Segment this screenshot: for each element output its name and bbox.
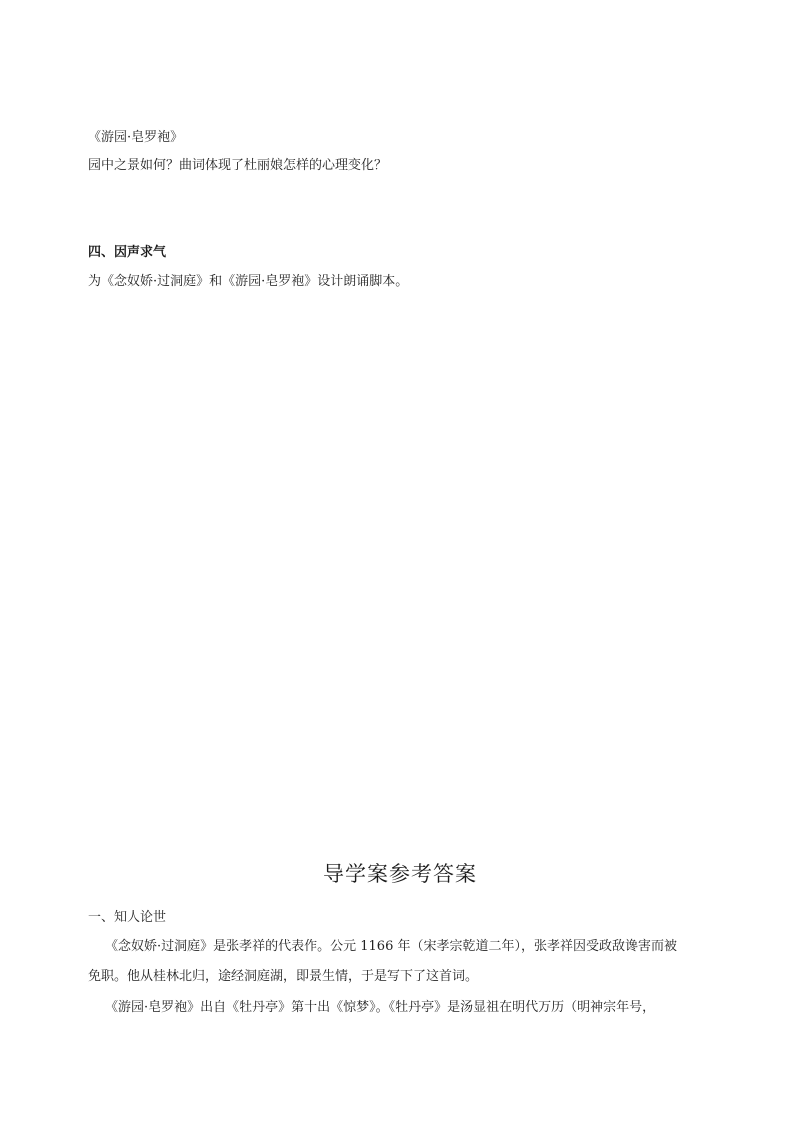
part1-heading: 一、知人论世 [88,910,167,925]
work-title-youyuan: 《游园·皂罗袍》 [88,130,184,145]
paragraph-1-line-1: 《念奴娇·过洞庭》是张孝祥的代表作。公元 1166 年（宋孝宗乾道二年），张孝祥因受政敌谗害而被 [105,939,677,954]
paragraph-1-line-2: 免职。他从桂林北归，途经洞庭湖，即景生情，于是写下了这首词。 [88,969,479,984]
paragraph-2-line-1: 《游园·皂罗袍》出自《牡丹亭》第十出《惊梦》。《牡丹亭》是汤显祖在明代万历（明神宗年号， [105,1000,656,1015]
section-heading: 四、因声求气 [88,245,167,260]
answers-title: 导学案参考答案 [323,862,477,886]
task-text: 为《念奴娇·过洞庭》和《游园·皂罗袍》设计朗诵脚本。 [88,274,409,289]
question-text: 园中之景如何？曲词体现了杜丽娘怎样的心理变化？ [88,158,388,173]
